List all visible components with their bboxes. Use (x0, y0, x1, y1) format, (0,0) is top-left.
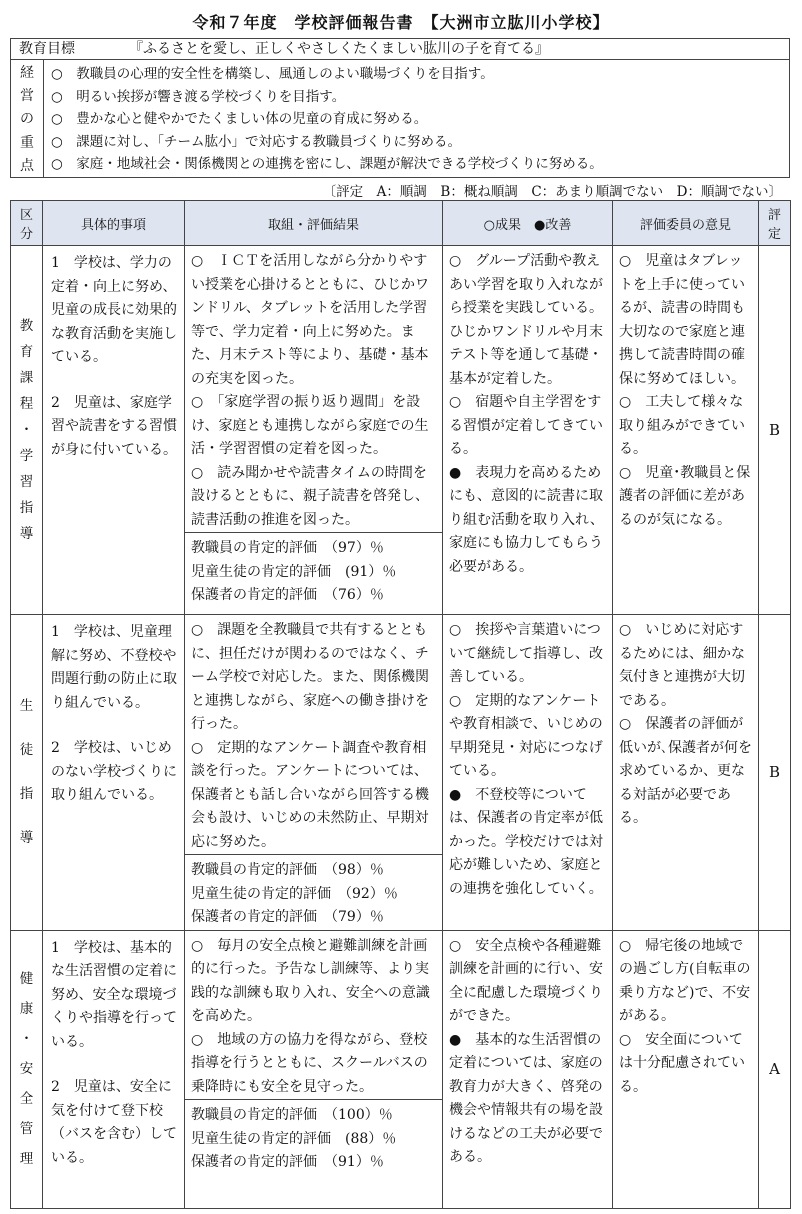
outcome-text: ● 表現力を高めるためにも、意図的に読書に取り組む活動を取り入れ、家庭にも協力してもらう必要がある。 (449, 464, 604, 575)
results-cell (185, 930, 443, 1208)
item-text: 1 学校は、児童理解に努め、不登校や問題行動の防止に取り組んでいる。 (51, 624, 177, 711)
management-label-char: 営 (20, 88, 34, 105)
rating-block (185, 1099, 442, 1175)
category-char: 理 (19, 1151, 34, 1167)
category-char: 学 (19, 448, 34, 464)
items-cell (43, 246, 185, 615)
rating-text: 教職員の肯定的評価 （97）％ (191, 540, 384, 556)
result-text: ○ 定期的なアンケート調査や教育相談を行った。アンケートについては、保護者とも話し合いながら回答する機会も設け、いじめの未然防止、早期対応に努めた。 (191, 739, 429, 850)
management-focus-item: ○ 豊かな心と健やかでたくましい体の児童の育成に努める。 (51, 111, 428, 127)
opinion-text: ○ 帰宅後の地域での過ごし方(自転車の乗り方など)で、不安がある。 (619, 937, 751, 1024)
outcomes-cell (443, 930, 613, 1208)
results-cell (185, 615, 443, 931)
management-focus-item: ○ 家庭・地域社会・関係機関との連携を密にし、課題が解決できる学校づくりに努める。 (51, 156, 603, 172)
category-char: 指 (19, 786, 34, 803)
management-label-char: 経 (20, 64, 34, 81)
rating-text: 児童生徒の肯定的評価 （92）％ (191, 885, 398, 902)
management-focus-item: ○ 教職員の心理的安全性を構築し、風通しのよい職場づくりを目指す。 (51, 66, 494, 82)
management-focus-item: ○ 明るい挨拶が響き渡る学校づくりを目指す。 (51, 88, 346, 105)
category-char: 教 (19, 318, 34, 334)
category-cell (11, 615, 43, 931)
grade-cell: B (759, 246, 791, 615)
category-cell (11, 930, 43, 1208)
education-goal (10, 38, 790, 60)
item-text: 1 学校は、基本的な生活習慣の定着に努め、安全な環境づくりや指導を行っている。 (51, 939, 177, 1050)
table-row (11, 930, 791, 1208)
opinion-cell (613, 930, 759, 1208)
rating-text: 児童生徒の肯定的評価 (91）％ (191, 563, 397, 580)
rating-text: 教職員の肯定的評価 （98）％ (191, 862, 384, 878)
result-text: ○ ＩＣＴを活用しながら分かりやすい授業を心掛けるとともに、ひじかワンドリル、タブレットを活用した学習等で、学力定着・向上に努めた。また、月末テスト等により、基礎・基本の充実を図った。 (191, 253, 429, 387)
evaluation-table (10, 200, 791, 1209)
rating-text: 保護者の肯定的評価 （91）％ (191, 1154, 384, 1170)
items-cell (43, 930, 185, 1208)
result-text: ○ 読み聞かせや読書タイムの時間を設けるとともに、親子読書を啓発し、読書活動の推進を図った。 (191, 464, 429, 528)
page-title: 令和７年度 学校評価報告書 【大洲市立肱川小学校】 (192, 13, 610, 32)
outcomes-cell (443, 246, 613, 615)
rating-block (185, 854, 442, 930)
outcome-text: ● 不登校等については、保護者の肯定率が低かった。学校だけでは対応が難しいため、家庭との連携を強化していく。 (449, 786, 603, 897)
management-focus (10, 60, 790, 178)
category-char: 全 (19, 1091, 34, 1107)
opinion-text: ○ 児童･教職員と保護者の評価に差があるのが気になる。 (619, 464, 751, 528)
education-goal-text: 『ふるさとを愛し、正しくやさしくたくましい肱川の子を育てる』 (129, 41, 549, 57)
table-header-row (11, 201, 791, 246)
grade-cell: A (759, 930, 791, 1208)
rating-text: 児童生徒の肯定的評価 (88）％ (191, 1130, 397, 1147)
category-char: 安 (19, 1061, 34, 1077)
opinion-text: ○ いじめに対応するためには、細かな気付きと連携が大切である。 (619, 622, 745, 709)
management-label-char: 点 (20, 158, 34, 175)
category-char: 育 (19, 344, 34, 360)
category-cell (11, 246, 43, 615)
outcome-text: ● 基本的な生活習慣の定着については、家庭の教育力が大きく、啓発の機会や情報共有の場を設けるなどの工夫が必要である。 (449, 1031, 603, 1165)
category-char: 健 (19, 971, 34, 987)
rating-text: 保護者の肯定的評価 （76）％ (191, 587, 384, 603)
header-grade: 評定 (759, 201, 791, 246)
header-items: 具体的事項 (43, 201, 185, 246)
opinion-cell (613, 246, 759, 615)
item-text: 2 児童は、安全に気を付けて登下校（バスを含む）している。 (51, 1079, 177, 1166)
outcome-text: ○ 宿題や自主学習をする習慣が定着してきている。 (449, 394, 603, 457)
rating-text: 教職員の肯定的評価 （100）％ (191, 1107, 393, 1123)
management-label-char: 重 (20, 134, 34, 151)
category-char: 習 (19, 474, 34, 490)
category-char: 導 (19, 526, 34, 542)
category-char: ・ (19, 422, 34, 438)
outcome-text: ○ 安全点検や各種避難訓練を計画的に行い、安全に配慮した環境づくりができた。 (449, 937, 603, 1024)
outcome-text: ○ 挨拶や言葉遣いについて継続して指導し、改善している。 (449, 622, 603, 685)
header-opinion: 評価委員の意見 (613, 201, 759, 246)
education-goal-label: 教育目標 (19, 41, 75, 57)
result-text: ○ 毎月の安全点検と避難訓練を計画的に行った。予告なし訓練等、より実践的な訓練も取り入れ、安全への意識を高めた。 (191, 937, 430, 1024)
grade-cell: B (759, 615, 791, 931)
results-cell (185, 246, 443, 615)
outcomes-cell (443, 615, 613, 931)
category-char: 徒 (19, 742, 34, 759)
item-text: 1 学校は、学力の定着・向上に努め、児童の成長に効果的な教育活動を実施している。 (51, 255, 177, 365)
opinion-text: ○ 安全面については十分配慮されている。 (619, 1031, 745, 1095)
rating-text: 保護者の肯定的評価 （79）％ (191, 909, 384, 925)
header-category: 区分 (11, 201, 43, 246)
category-char: 指 (19, 500, 34, 516)
result-text: ○ 地域の方の協力を得ながら、登校指導を行うとともに、スクールバスの乗降時にも安全を見守った。 (191, 1031, 428, 1095)
result-text: ○ 課題を全教職員で共有するとともに、担任だけが関わるのではなく、チーム学校で対応した。また、関係機関と連携しながら、家庭への働き掛けを行った。 (191, 622, 429, 732)
header-results: 取組・評価結果 (185, 201, 443, 246)
category-char: 生 (19, 698, 34, 715)
opinion-text: ○ 保護者の評価が低いが､保護者が何を求めているか、更なる対話が必要である。 (619, 716, 752, 826)
opinion-text: ○ 児童はタブレットを上手に使っているが、読書の時間も大切なので家庭と連携して読書時間の確保に努めてほしい。 (619, 253, 745, 387)
header-outcomes: ○成果 ●改善 (443, 201, 613, 246)
category-char: ・ (19, 1031, 34, 1047)
outcome-text: ○ 定期的なアンケートや教育相談で、いじめの早期発見・対応につなげている。 (449, 692, 603, 779)
category-char: 康 (19, 1001, 34, 1017)
result-text: ○ 「家庭学習の振り返り週間」を設け、家庭とも連携しながら家庭での生活・学習習慣の定着を図った。 (191, 394, 429, 457)
category-char: 管 (19, 1121, 34, 1137)
management-label-char: の (20, 111, 34, 128)
management-focus-list (51, 63, 786, 176)
category-char: 導 (19, 830, 34, 847)
outcome-text: ○ グループ活動や教えあい学習を取り入れながら授業を実践している。ひじかワンドリルや月末テスト等を通して基礎・基本が定着した。 (449, 253, 603, 387)
management-focus-label (11, 60, 44, 177)
item-text: 2 学校は、いじめのない学校づくりに取り組んでいる。 (51, 740, 177, 803)
items-cell (43, 615, 185, 931)
management-focus-item: ○ 課題に対し、「チーム肱小」で対応する教職員づくりに努める。 (51, 133, 462, 150)
opinion-text: ○ 工夫して様々な取り組みができている。 (619, 394, 745, 457)
opinion-cell (613, 615, 759, 931)
rating-block (185, 532, 442, 608)
table-row (11, 615, 791, 931)
category-char: 程 (19, 396, 34, 412)
category-char: 課 (19, 370, 34, 386)
item-text: 2 児童は、家庭学習や読書をする習慣が身に付いている。 (51, 394, 177, 458)
table-row (11, 246, 791, 615)
grade-legend: 〔評定 A：順調 B：概ね順調 C：あまり順調でない D：順調でない〕 (322, 184, 782, 200)
